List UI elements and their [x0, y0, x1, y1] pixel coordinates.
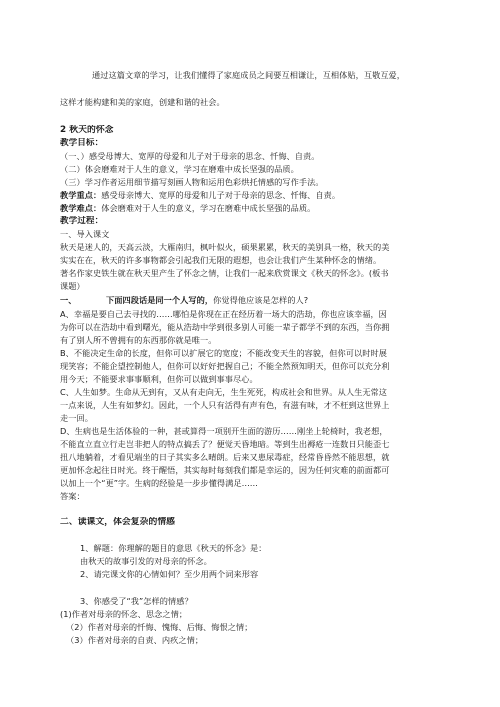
paragraph-line: 更加怀念起往日时光。终于醒悟，其实每时每刻我们都是幸运的，因为任何灾难的前面都可	[60, 465, 390, 475]
paragraph-line: 扭八地躺着，才看见端坐的日子其实多么晴朗。后来又患尿毒症，经常昏昏然不能思想，就	[60, 452, 390, 462]
lesson-title: 2 秋天的怀念	[60, 125, 114, 135]
paragraph-line: A、幸福是要自己去寻找的……哪怕是你现在正在经历着一场大的浩劫，你也应该幸福，因	[60, 309, 387, 319]
key-text: 感受母亲博大、宽厚的母爱和儿子对于母亲的思念、忏悔、自责。	[101, 190, 341, 200]
difficult-points	[60, 203, 455, 214]
paragraph-line: 为你可以在浩劫中看到曙光，能从浩劫中学到很多别人可能一辈子都学不到的东西，当你拥	[60, 322, 390, 332]
question-number: 一、	[60, 295, 77, 305]
goal-item: （二）体会磨难对于人生的意义，学习在磨难中成长坚强的品质。	[60, 164, 299, 174]
paragraph-line: B、不能决定生命的长度，但你可以扩展它的宽度；不能改变天生的容貌，但你可以时时展	[60, 348, 387, 358]
intro-paragraph-line: 实实在在，秋天的许多事物都会引起我们无限的遐想，也会让我们产生某种怀念的情绪。	[60, 255, 382, 265]
goal-item: （三）学习作者运用细节描写刻画人物和运用色彩烘托情感的写作手法。	[60, 177, 324, 187]
numbered-item: 由秋天的故事引发的对母亲的怀念。	[80, 556, 212, 566]
paragraph-line: 有了别人所不曾拥有的东西那你就是唯一。	[60, 335, 217, 345]
process-heading: 教学过程：	[60, 216, 104, 226]
paragraph-line: 一点来说，人生有如梦幻。因此，一个人只有活得有声有色，有滋有味，才不枉到这世界上	[60, 400, 390, 410]
paragraph-line: 用今天；不能要求事事顺利，但你可以做到事事尽心。	[60, 374, 258, 384]
paragraph-line: C、人生如梦。生命从无到有，又从有走向无，生生死死，构成社会和世界。从人生无常这	[60, 387, 388, 397]
paragraph-line: 以加上一个“更”字。生病的经验是一步步懂得满足……	[60, 478, 259, 488]
intro-paragraph-line: 课题）	[60, 281, 85, 291]
intro-paragraph-line: 著名作家史铁生就在秋天里产生了怀念之情，让我们一起来欣赏课文《秋天的怀念》。(板书	[60, 268, 389, 278]
question-bold: 下面四段话是同一个人写的，	[106, 295, 214, 305]
answer-label: 答案：	[60, 491, 85, 501]
key-points	[60, 190, 455, 201]
section-2-heading: 二、读课文，体会复杂的情感	[60, 517, 176, 527]
difficulty-label: 教学难点：	[60, 203, 102, 213]
sub-item: （3）作者对母亲的自责、内疚之情；	[66, 635, 204, 645]
question-rest: 你觉得他应该是怎样的人?	[213, 295, 309, 305]
paragraph-line: 不能直立直立行走岂非把人的特点搞丢了？便觉天昏地暗。等到生出褥疮一连数日只能歪七	[60, 439, 390, 449]
paragraph-line: D、生病也是生活体验的一种，甚或算得一项别开生面的游历……刚坐上轮椅时，我老想，	[60, 426, 388, 436]
intro-line-2: 这样才能构建和美的家庭，创建和谐的社会。	[60, 97, 225, 107]
goal-item: （一、）感受母博大、宽厚的母爱和儿子对于母亲的思念、忏悔、自责。	[60, 151, 320, 161]
sub-item: （2）作者对母亲的忏悔、愧悔、后悔、悔恨之情；	[66, 622, 253, 632]
intro-line-1: 通过这篇文章的学习，让我们懂得了家庭成员之间要互相谦让，互相体贴，互敬互爱，	[92, 70, 406, 80]
numbered-item: 1、解题：你理解的题目的意思《秋天的怀念》是：	[80, 543, 267, 553]
question-line	[60, 295, 455, 306]
numbered-item: 3、你感受了“我”怎样的情感？	[80, 596, 193, 606]
paragraph-line: 走一回。	[60, 413, 93, 423]
difficulty-text: 体会磨难对于人生的意义，学习在磨难中成长坚强的品质。	[101, 203, 316, 213]
paragraph-line: 现笑容；不能企望控制他人，但你可以好好把握自己；不能全然预知明天，但你可以充分利	[60, 361, 390, 371]
goals-heading: 教学目标：	[60, 138, 104, 148]
key-label: 教学重点：	[60, 190, 102, 200]
sub-item: (1)作者对母亲的怀念、思念之情；	[60, 609, 188, 619]
numbered-item: 2、请完课文你的心情如何？至少用两个词来形容	[80, 569, 259, 579]
intro-paragraph-line: 秋天是迷人的，天高云淡，大雁南归，枫叶似火，硕果累累，秋天的美别具一格，秋天的美	[60, 242, 390, 252]
step-1: 一、导入课文	[60, 229, 110, 239]
